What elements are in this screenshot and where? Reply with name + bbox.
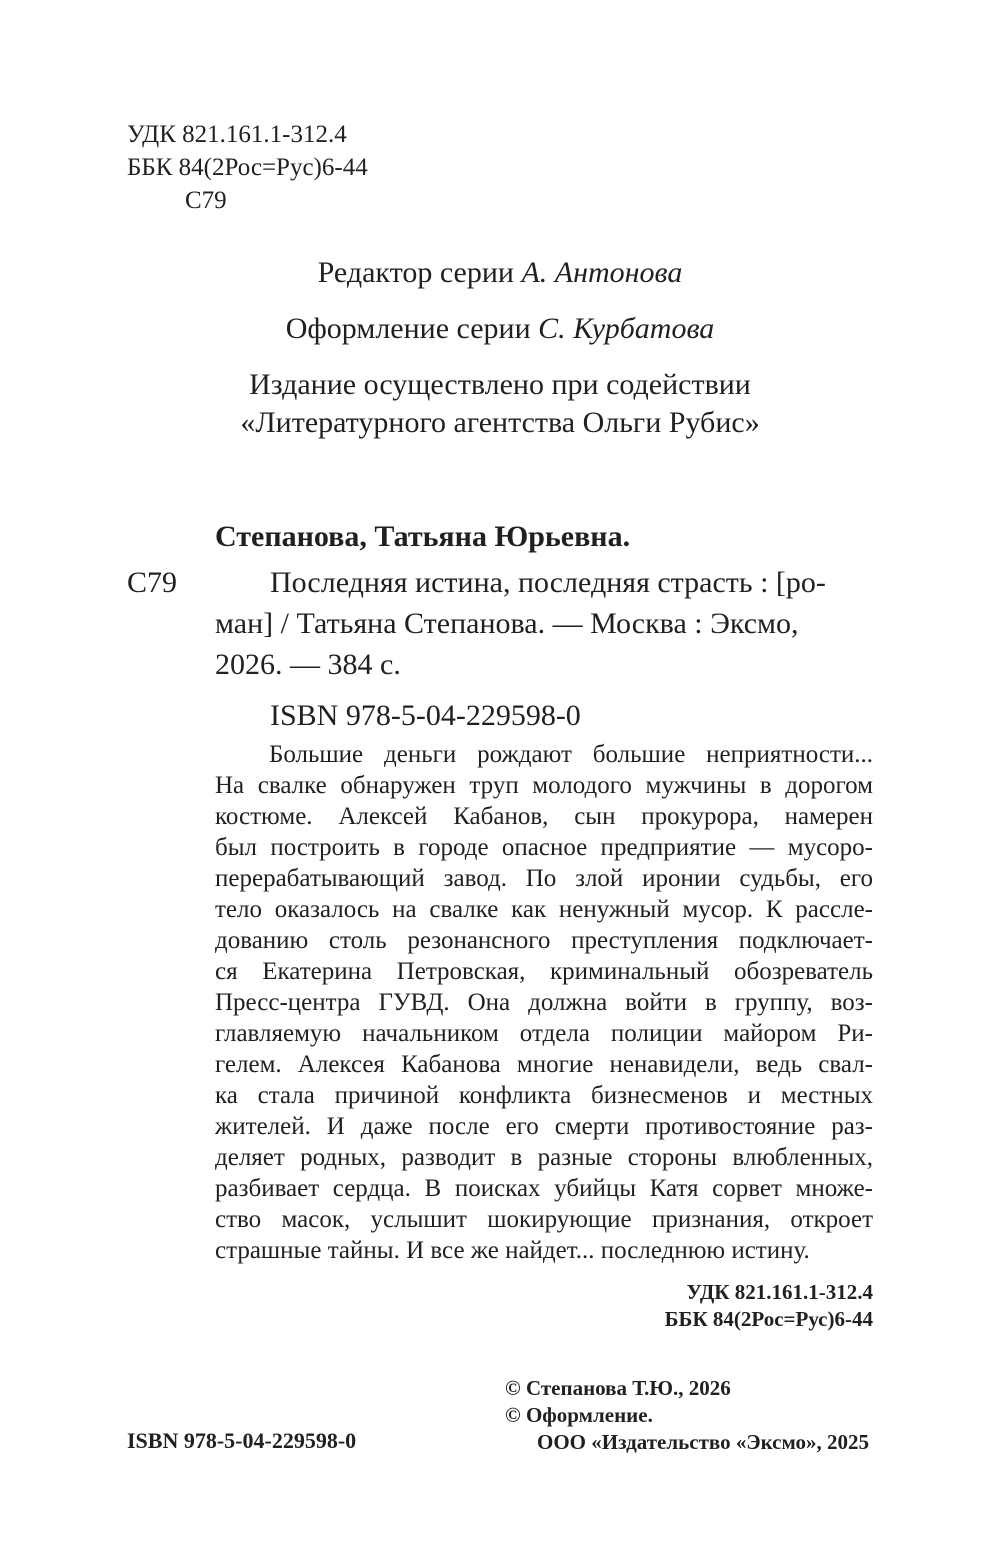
series-design-line bbox=[0, 312, 1000, 346]
copyright-design-label: © Оформление. bbox=[505, 1403, 653, 1427]
annotation-line: Пресс-центра ГУВД. Она должна войти в группу, воз- bbox=[215, 989, 873, 1016]
annotation-line: костюме. Алексей Кабанов, сын прокурора, намерен bbox=[215, 803, 873, 830]
copyright-author: © Степанова Т.Ю., 2026 bbox=[505, 1376, 731, 1400]
udk-code-footer: УДК 821.161.1-312.4 bbox=[686, 1280, 873, 1304]
udk-code: УДК 821.161.1-312.4 bbox=[127, 121, 347, 148]
biblio-line-3: 2026. — 384 с. bbox=[215, 648, 401, 681]
series-editor-label: Редактор серии bbox=[317, 256, 522, 289]
annotation-line: страшные тайны. И все же найдет... последнюю истину. bbox=[215, 1237, 810, 1264]
annotation-line: был построить в городе опасное предприятие — мусоро- bbox=[215, 834, 873, 861]
annotation-line: гелем. Алексея Кабанова многие ненавидели, ведь свал- bbox=[215, 1051, 873, 1078]
annotation-line: главляемую начальником отдела полиции майором Ри- bbox=[215, 1020, 873, 1047]
copyright-publisher: ООО «Издательство «Эксмо», 2025 bbox=[537, 1430, 870, 1454]
author-heading: Степанова, Татьяна Юрьевна. bbox=[215, 520, 631, 553]
annotation-line: деляет родных, разводит в разные стороны влюбленных, bbox=[215, 1144, 873, 1171]
annotation-line: разбивает сердца. В поисках убийцы Катя сорвет множе- bbox=[215, 1175, 873, 1202]
annotation-line: На свалке обнаружен труп молодого мужчины в дорогом bbox=[215, 772, 873, 799]
annotation-line: жителей. И даже после его смерти противостояние раз- bbox=[215, 1113, 873, 1140]
annotation-line: Большие деньги рождают большие неприятности... bbox=[269, 741, 873, 768]
annotation-line: ся Екатерина Петровская, криминальный обозреватель bbox=[215, 958, 873, 985]
agency-line-2: «Литературного агентства Ольги Рубис» bbox=[240, 406, 760, 439]
annotation-line: ка стала причиной конфликта бизнесменов и местных bbox=[215, 1082, 873, 1109]
isbn-footer: ISBN 978-5-04-229598-0 bbox=[127, 1428, 357, 1453]
author-mark-top: С79 bbox=[185, 187, 227, 214]
agency-line-1: Издание осуществлено при содействии bbox=[249, 368, 751, 401]
series-editor-name: А. Антонова bbox=[521, 256, 683, 289]
series-design-label: Оформление серии bbox=[285, 312, 539, 345]
bbk-code-footer: ББК 84(2Рос=Рус)6-44 bbox=[664, 1307, 873, 1331]
bbk-code: ББК 84(2Рос=Рус)6-44 bbox=[127, 154, 368, 181]
biblio-line-2: ман] / Татьяна Степанова. — Москва : Эксмо, bbox=[215, 607, 799, 640]
isbn-record: ISBN 978-5-04-229598-0 bbox=[270, 699, 581, 732]
annotation-line: тело оказалось на свалке как ненужный мусор. К рассле- bbox=[215, 896, 873, 923]
annotation-line: дованию столь резонансного преступления подключает- bbox=[215, 927, 873, 954]
annotation-line: перерабатывающий завод. По злой иронии судьбы, его bbox=[215, 865, 873, 892]
author-mark: С79 bbox=[127, 566, 178, 599]
annotation-line: ство масок, услышит шокирующие признания, откроет bbox=[215, 1206, 873, 1233]
series-editor-line bbox=[0, 256, 1000, 290]
biblio-line-1: Последняя истина, последняя страсть : [ро- bbox=[270, 566, 826, 599]
series-design-name: С. Курбатова bbox=[538, 312, 715, 345]
